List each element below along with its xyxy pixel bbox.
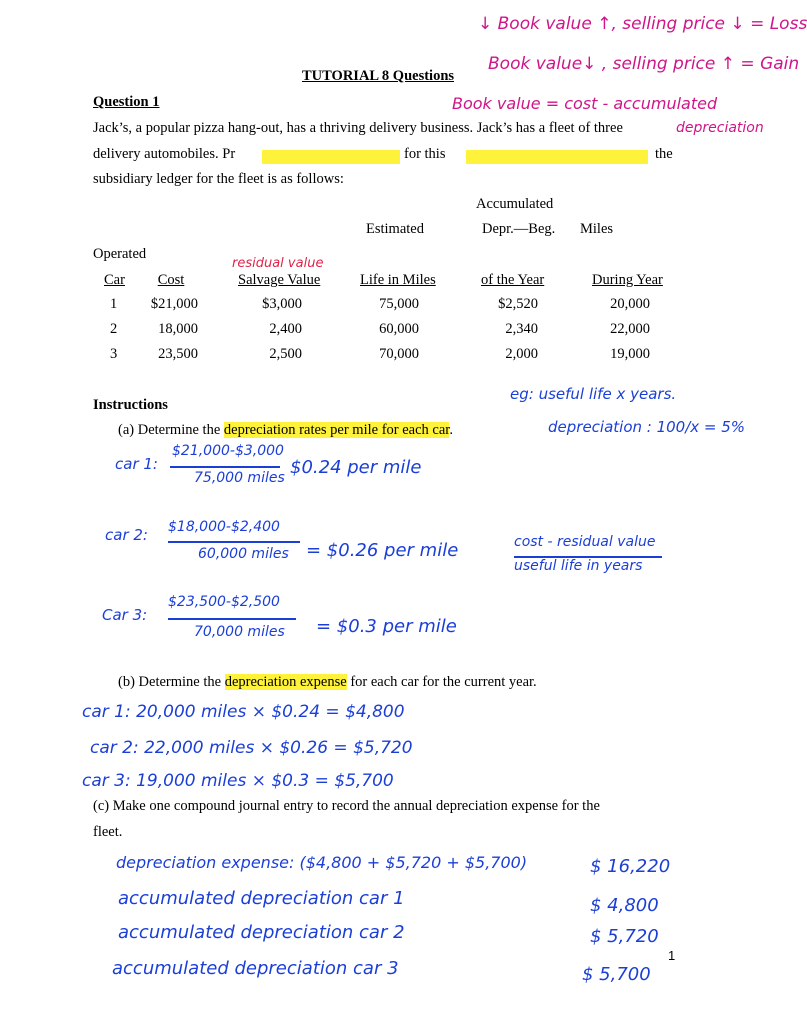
fraction-bar <box>168 618 296 620</box>
page-number: 1 <box>668 948 676 963</box>
col-during-year: During Year <box>592 272 663 288</box>
fraction-bar <box>170 466 280 468</box>
cell: 2,000 <box>505 346 538 362</box>
car2-result: = $0.26 per mile <box>306 540 459 561</box>
intro-line-1: Jack’s, a popular pizza hang-out, has a thriving delivery business. Jack’s has a fleet of three <box>93 120 623 136</box>
car1-numerator: $21,000-$3,000 <box>172 443 284 459</box>
cell: 3 <box>110 346 118 362</box>
col-car: Car <box>104 272 125 288</box>
journal-line-2: accumulated depreciation car 1 <box>118 888 405 909</box>
car2-label: car 2: <box>105 526 148 544</box>
car3-result: = $0.3 per mile <box>316 616 457 637</box>
cell: 2,340 <box>505 321 538 337</box>
header-depr: Depr.—Beg. <box>482 221 556 237</box>
cell: 2 <box>110 321 118 337</box>
instruction-a: (a) Determine the depreciation rates per mile for each car. <box>118 422 453 438</box>
cell: 23,500 <box>158 346 198 362</box>
cell: 2,400 <box>269 321 302 337</box>
answer-b-car3: car 3: 19,000 miles × $0.3 = $5,700 <box>82 771 394 791</box>
car3-denominator: 70,000 miles <box>194 624 285 640</box>
question-heading: Question 1 <box>93 94 160 110</box>
note-book-value: Book value = cost - accumulated <box>452 94 718 113</box>
note-residual-value: residual value <box>232 256 324 271</box>
header-accumulated: Accumulated <box>476 196 554 212</box>
highlight-mark <box>466 150 648 164</box>
col-life: Life in Miles <box>360 272 436 288</box>
journal-amount-4: $ 5,700 <box>582 964 651 985</box>
car3-numerator: $23,500-$2,500 <box>168 594 280 610</box>
car1-label: car 1: <box>115 455 158 473</box>
journal-line-1: depreciation expense: ($4,800 + $5,720 + $5,700) <box>116 853 528 872</box>
journal-amount-2: $ 4,800 <box>590 895 659 916</box>
instructions-heading: Instructions <box>93 397 168 413</box>
car3-label: Car 3: <box>102 606 148 624</box>
note-example-rate: depreciation : 100/x = 5% <box>548 418 746 436</box>
cell: 20,000 <box>610 296 650 312</box>
car2-numerator: $18,000-$2,400 <box>168 519 280 535</box>
intro-line-2: delivery automobiles. Pr <box>93 146 236 162</box>
note-gain: Book value↓ , selling price ↑ = Gain <box>488 54 800 74</box>
header-operated: Operated <box>93 246 147 262</box>
header-miles: Miles <box>580 221 614 237</box>
fraction-bar <box>168 541 300 543</box>
cell: 22,000 <box>610 321 650 337</box>
header-estimated: Estimated <box>366 221 424 237</box>
car1-result: $0.24 per mile <box>290 457 422 478</box>
formula-denominator: useful life in years <box>514 558 643 574</box>
cell: 18,000 <box>158 321 198 337</box>
cell: $3,000 <box>262 296 302 312</box>
note-depreciation: depreciation <box>676 120 764 136</box>
instruction-c-line1: (c) Make one compound journal entry to record the annual depreciation expense for the <box>93 798 600 814</box>
cell: 75,000 <box>379 296 419 312</box>
instruction-c-line2: fleet. <box>93 824 123 840</box>
journal-amount-1: $ 16,220 <box>590 856 671 877</box>
cell: 60,000 <box>379 321 419 337</box>
car2-denominator: 60,000 miles <box>198 546 289 562</box>
journal-line-3: accumulated depreciation car 2 <box>118 922 405 943</box>
intro-line-2-mid: for this <box>404 146 446 162</box>
intro-line-3: subsidiary ledger for the fleet is as follows: <box>93 171 344 187</box>
answer-b-car2: car 2: 22,000 miles × $0.26 = $5,720 <box>90 738 413 758</box>
page-title: TUTORIAL 8 Questions <box>302 68 455 84</box>
cell: 2,500 <box>269 346 302 362</box>
note-loss: ↓ Book value ↑, selling price ↓ = Loss <box>478 14 807 34</box>
cell: 19,000 <box>610 346 650 362</box>
col-salvage: Salvage Value <box>238 272 321 288</box>
highlight-mark <box>262 150 400 164</box>
cell: 1 <box>110 296 118 312</box>
answer-b-car1: car 1: 20,000 miles × $0.24 = $4,800 <box>82 702 405 722</box>
col-year: of the Year <box>481 272 545 288</box>
formula-numerator: cost - residual value <box>514 534 656 550</box>
cell: $21,000 <box>150 296 198 312</box>
journal-line-4: accumulated depreciation car 3 <box>112 958 399 979</box>
intro-line-2-end: the <box>655 146 673 162</box>
cell: $2,520 <box>498 296 538 312</box>
instruction-b: (b) Determine the depreciation expense for each car for the current year. <box>118 674 537 690</box>
col-cost: Cost <box>157 272 185 288</box>
journal-amount-3: $ 5,720 <box>590 926 659 947</box>
car1-denominator: 75,000 miles <box>194 470 285 486</box>
note-example-life: eg: useful life x years. <box>510 385 677 403</box>
cell: 70,000 <box>379 346 419 362</box>
